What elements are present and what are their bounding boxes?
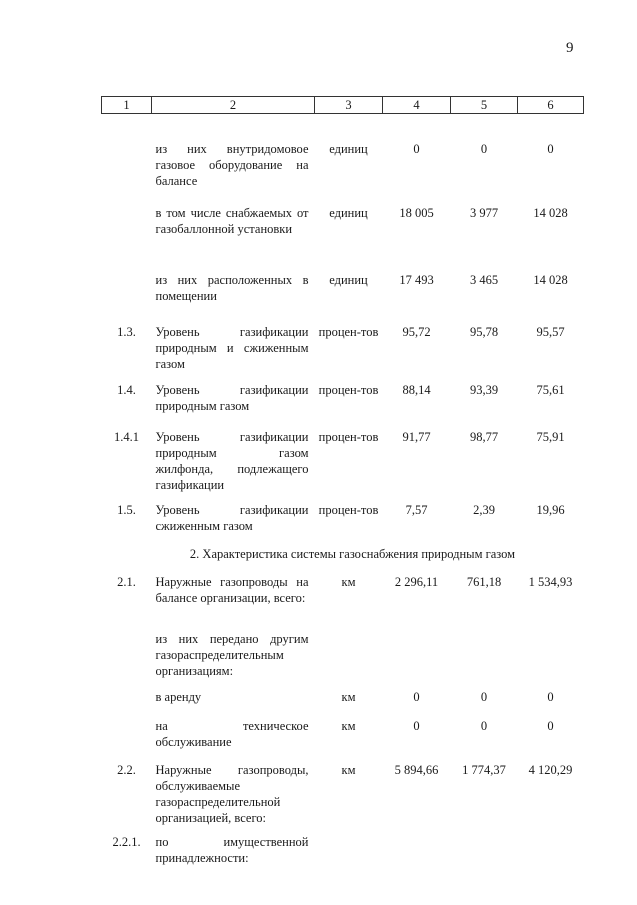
table-row — [102, 718, 584, 762]
table-row — [102, 689, 584, 718]
row-number — [102, 718, 152, 762]
row-value-col6 — [518, 834, 584, 868]
row-unit: км — [341, 763, 356, 777]
section-heading: 2. Характеристика системы газоснабжения природным газом — [189, 547, 516, 561]
row-value-col4: 88,14 — [402, 383, 431, 397]
row-number: 1.3. — [117, 325, 136, 339]
row-description: Уровень газификации природным и сжиженным газом — [155, 325, 309, 371]
row-description: в аренду — [155, 690, 202, 704]
table-row — [102, 263, 584, 314]
row-unit: процен-тов — [318, 503, 379, 517]
row-value-col5: 2,39 — [473, 503, 495, 517]
row-value-col5: 3 465 — [469, 273, 499, 287]
row-unit: единиц — [329, 206, 368, 220]
page-number: 9 — [566, 40, 574, 56]
header-row — [102, 97, 584, 114]
row-description: из них передано другим газораспределительным организациям: — [155, 632, 309, 678]
row-value-col5: 0 — [480, 719, 488, 733]
table-row — [102, 834, 584, 868]
row-description: Наружные газопроводы на балансе организации, всего: — [155, 575, 309, 605]
row-number: 2.2.1. — [112, 835, 141, 849]
row-number — [102, 631, 152, 689]
row-number: 2.1. — [117, 575, 136, 589]
row-value-col4: 2 296,11 — [394, 575, 439, 589]
row-value-col5 — [451, 834, 518, 868]
row-value-col5: 93,39 — [469, 383, 499, 397]
row-value-col6: 95,57 — [536, 325, 565, 339]
header-col-3: 3 — [315, 97, 383, 114]
header-col-2: 2 — [152, 97, 315, 114]
row-description: Уровень газификации природным газом — [155, 383, 309, 413]
row-description: в том числе снабжаемых от газобаллонной установки — [155, 206, 309, 236]
row-value-col5: 1 774,37 — [462, 763, 506, 777]
row-value-col6: 0 — [547, 690, 554, 704]
data-table — [101, 96, 584, 868]
table-row — [102, 381, 584, 424]
table-row — [102, 114, 584, 197]
row-value-col4: 7,57 — [405, 503, 428, 517]
row-value-col6: 14 028 — [533, 206, 568, 220]
row-description: Наружные газопроводы, обслуживаемые газораспределительной организацией, всего: — [155, 763, 309, 825]
row-unit: процен-тов — [318, 325, 379, 339]
row-number — [102, 196, 152, 263]
header-col-4: 4 — [383, 97, 451, 114]
row-value-col5 — [451, 631, 518, 689]
row-number — [102, 114, 152, 197]
row-value-col6 — [518, 631, 584, 689]
row-value-col4 — [383, 834, 451, 868]
row-description: по имущественной принадлежности: — [155, 835, 309, 865]
row-description: из них внутридомовое газовое оборудование на балансе — [155, 142, 309, 188]
table-row — [102, 196, 584, 263]
row-description: Уровень газификации природным газом жилфонда, подлежащего газификации — [155, 430, 309, 492]
row-unit — [315, 834, 383, 868]
row-number: 1.4. — [117, 383, 136, 397]
row-value-col6: 75,61 — [536, 383, 565, 397]
table-row — [102, 631, 584, 689]
header-col-1: 1 — [102, 97, 152, 114]
table-row — [102, 574, 584, 631]
row-value-col6: 0 — [547, 142, 554, 156]
row-value-col4: 5 894,66 — [394, 763, 439, 777]
section-heading-row — [102, 546, 584, 574]
table-row — [102, 762, 584, 834]
row-value-col4: 0 — [413, 142, 420, 156]
row-value-col5: 98,77 — [469, 430, 499, 444]
row-value-col4: 91,77 — [402, 430, 431, 444]
row-value-col5: 0 — [480, 690, 488, 704]
row-value-col6: 4 120,29 — [528, 763, 573, 777]
row-unit: км — [341, 719, 356, 733]
row-value-col4: 0 — [413, 719, 420, 733]
table-row — [102, 424, 584, 502]
row-unit: км — [341, 690, 356, 704]
row-number — [102, 263, 152, 314]
row-number: 1.4.1 — [114, 430, 139, 444]
row-description: на техническое обслуживание — [155, 719, 309, 749]
row-value-col5: 95,78 — [469, 325, 499, 339]
table-row — [102, 314, 584, 381]
row-unit: единиц — [329, 273, 368, 287]
row-value-col4: 17 493 — [399, 273, 434, 287]
row-number — [102, 689, 152, 718]
row-value-col5: 3 977 — [469, 206, 499, 220]
header-col-6: 6 — [518, 97, 584, 114]
row-unit: процен-тов — [318, 430, 379, 444]
row-value-col4 — [383, 631, 451, 689]
row-value-col4: 18 005 — [399, 206, 434, 220]
row-value-col4: 0 — [413, 690, 420, 704]
row-description: из них расположенных в помещении — [155, 273, 309, 303]
row-unit: процен-тов — [318, 383, 379, 397]
row-value-col6: 19,96 — [536, 503, 565, 517]
row-value-col6: 14 028 — [533, 273, 568, 287]
header-col-5: 5 — [451, 97, 518, 114]
row-unit: единиц — [329, 142, 368, 156]
row-value-col4: 95,72 — [402, 325, 431, 339]
row-description: Уровень газификации сжиженным газом — [155, 503, 309, 533]
table-row — [102, 502, 584, 546]
row-value-col5: 761,18 — [466, 575, 502, 589]
row-value-col6: 1 534,93 — [528, 575, 573, 589]
row-value-col5: 0 — [480, 142, 488, 156]
row-unit — [315, 631, 383, 689]
row-unit: км — [341, 575, 356, 589]
row-number: 2.2. — [117, 763, 136, 777]
row-value-col6: 0 — [547, 719, 554, 733]
row-number: 1.5. — [117, 503, 136, 517]
row-value-col6: 75,91 — [536, 430, 565, 444]
